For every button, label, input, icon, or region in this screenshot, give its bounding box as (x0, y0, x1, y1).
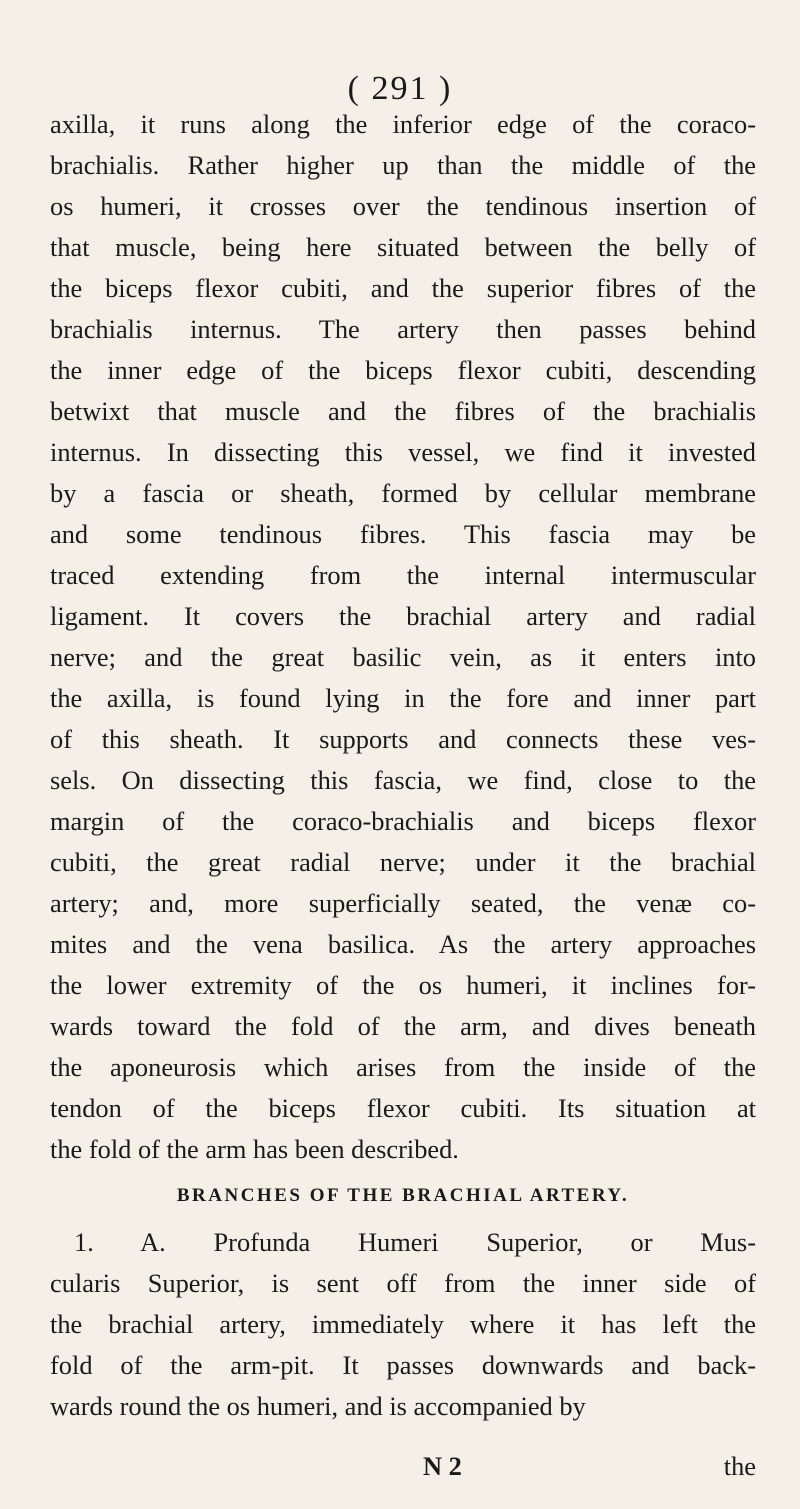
section-heading: BRANCHES OF THE BRACHIAL ARTERY. (176, 1185, 630, 1206)
text-line: by a fascia or sheath, formed by cellular membrane (50, 478, 756, 508)
text-line: os humeri, it crosses over the tendinous insertion of (50, 191, 756, 221)
text-line: traced extending from the internal intermuscular (50, 560, 756, 590)
text-line: and some tendinous fibres. This fascia may be (50, 519, 756, 549)
text-line: axilla, it runs along the inferior edge of the coraco- (50, 109, 756, 139)
body-text (50, 104, 756, 1427)
text-line: ligament. It covers the brachial artery and radial (50, 601, 756, 631)
text-line: the brachial artery, immediately where it has left the (50, 1309, 756, 1339)
text-line: wards toward the fold of the arm, and dives beneath (50, 1011, 756, 1041)
text-line: artery; and, more superficially seated, the venæ co- (50, 888, 756, 918)
paragraph-2 (50, 1222, 756, 1427)
text-line: cubiti, the great radial nerve; under it the brachial (50, 847, 756, 877)
text-line: internus. In dissecting this vessel, we find it invested (50, 437, 756, 467)
text-line: the inner edge of the biceps flexor cubiti, descending (50, 355, 756, 385)
catchword: the (723, 1451, 756, 1481)
text-line: that muscle, being here situated between the belly of (50, 232, 756, 262)
page-footer (50, 1446, 756, 1487)
text-line: sels. On dissecting this fascia, we find, close to the (50, 765, 756, 795)
text-line: brachialis. Rather higher up than the middle of the (50, 150, 756, 180)
text-line: wards round the os humeri, and is accompanied by (50, 1391, 586, 1421)
text-line: the axilla, is found lying in the fore and inner part (50, 683, 756, 713)
text-line: brachialis internus. The artery then passes behind (50, 314, 756, 344)
text-line: nerve; and the great basilic vein, as it enters into (50, 642, 756, 672)
text-line: the fold of the arm has been described. (50, 1134, 459, 1164)
page-number: ( 291 ) (347, 70, 453, 107)
text-line: mites and the vena basilica. As the artery approaches (50, 929, 756, 959)
signature-mark: N 2 (423, 1451, 462, 1481)
text-line: cularis Superior, is sent off from the inner side of (50, 1268, 756, 1298)
text-line: fold of the arm-pit. It passes downwards and back- (50, 1350, 756, 1380)
text-line: the aponeurosis which arises from the inside of the (50, 1052, 756, 1082)
text-line: the biceps flexor cubiti, and the superior fibres of the (50, 273, 756, 303)
text-line: betwixt that muscle and the fibres of the brachialis (50, 396, 756, 426)
text-line: tendon of the biceps flexor cubiti. Its situation at (50, 1093, 756, 1123)
text-line: margin of the coraco-brachialis and biceps flexor (50, 806, 756, 836)
text-line: the lower extremity of the os humeri, it inclines for- (50, 970, 756, 1000)
text-line: 1. A. Profunda Humeri Superior, or Mus- (74, 1227, 756, 1257)
paragraph-1 (50, 104, 756, 1170)
text-line: of this sheath. It supports and connects these ves- (50, 724, 756, 754)
